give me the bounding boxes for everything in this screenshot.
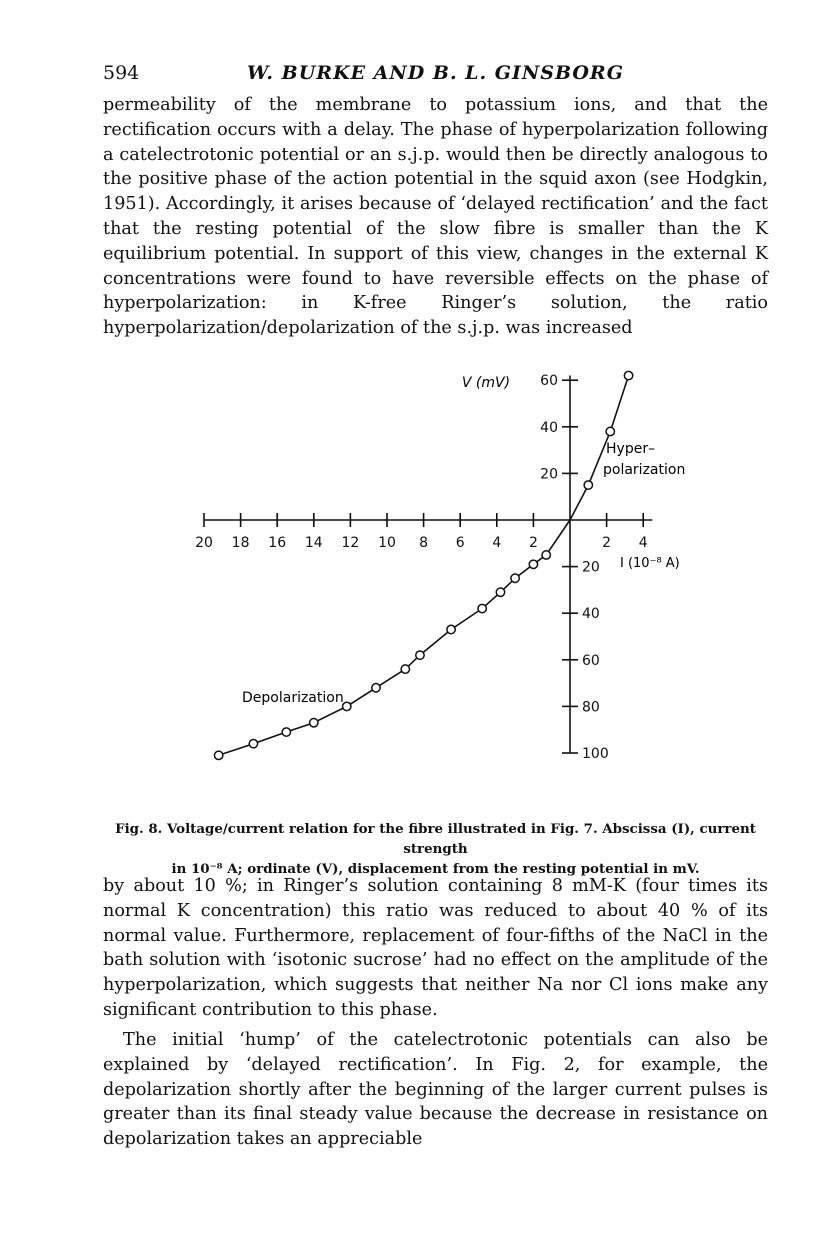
data-point xyxy=(542,551,550,559)
x-tick-label: 20 xyxy=(195,535,213,551)
y-tick-label: 40 xyxy=(582,606,600,623)
y-axis-label: V (mV) xyxy=(461,375,511,391)
x-tick-label: 6 xyxy=(455,535,465,551)
figure-8 xyxy=(100,335,800,815)
y-tick-label: 20 xyxy=(540,466,558,483)
y-tick-label: 60 xyxy=(582,652,600,669)
figure-caption xyxy=(103,819,768,879)
caption-line-1: Fig. 8. Voltage/current relation for the fibre illustrated in Fig. 7. Abscissa (I), current strength xyxy=(115,821,756,857)
data-point xyxy=(343,702,351,710)
data-point xyxy=(496,588,504,596)
data-point xyxy=(584,481,592,489)
x-tick-label: 18 xyxy=(231,535,250,551)
running-head: W. BURKE AND B. L. GINSBORG xyxy=(247,62,624,84)
x-tick-label: 4 xyxy=(638,535,648,551)
data-point xyxy=(606,427,614,435)
body-paragraph-2: by about 10 %; in Ringer’s solution containing 8 mM-K (four times its normal K concentration) this ratio was reduced to about 40 % of its normal value. Furthermore, replacement of four-fifths of the NaCl in the bath solution with ‘isotonic sucrose’ had no effect on the amplitude of the hyperpolarization, which suggests that neither Na nor Cl ions make any significant contribution to this phase. xyxy=(103,876,768,1020)
data-point xyxy=(249,739,257,747)
x-tick-label: 4 xyxy=(492,535,502,551)
y-tick-label: 100 xyxy=(582,746,609,762)
series-curve-depolarization xyxy=(219,520,570,755)
hyperpolarization-label-2: polarization xyxy=(603,462,686,478)
data-point xyxy=(282,728,290,736)
x-tick-label: 14 xyxy=(304,535,323,551)
x-tick-label: 2 xyxy=(528,535,538,551)
hyperpolarization-label-1: Hyper– xyxy=(606,441,656,457)
y-tick-label: 80 xyxy=(582,699,600,716)
x-tick-label: 16 xyxy=(268,535,287,551)
page-number: 594 xyxy=(103,62,140,84)
x-tick-label: 8 xyxy=(419,535,429,551)
depolarization-label: Depolarization xyxy=(242,690,344,706)
data-point xyxy=(310,719,318,727)
body-paragraph-1: permeability of the membrane to potassium ions, and that the rectification occurs with a delay. The phase of hyperpolarization following a catelectrotonic potential or an s.j.p. would then be directly analogous to the positive phase of the action potential in the squid axon (see Hodgkin, 1951). Accordingly, it arises because of ‘delayed rectification’ and the fact that the resting potential of the slow fibre is smaller than the K equilibrium potential. In support of this view, changes in the external K concentrations were found to have reversible effects on the phase of hyperpolarization: in K-free Ringer’s solution, the ratio hyperpolarization/depolarization of the s.j.p. was increased xyxy=(103,95,768,339)
data-point xyxy=(214,751,222,759)
data-point xyxy=(447,625,455,633)
data-point xyxy=(624,371,632,379)
x-tick-label: 10 xyxy=(378,535,396,551)
data-point xyxy=(478,604,486,612)
data-point xyxy=(401,665,409,673)
data-point xyxy=(529,560,537,568)
x-tick-label: 2 xyxy=(602,535,612,551)
data-point xyxy=(416,651,424,659)
body-paragraph-3: The initial ‘hump’ of the catelectrotonic potentials can also be explained by ‘delayed rectification’. In Fig. 2, for example, the depolarization shortly after the beginning of the larger current pulses is greater than its final steady value because the decrease in resistance on depolarization takes an appreciable xyxy=(103,1030,768,1150)
x-tick-label: 12 xyxy=(341,535,360,551)
y-tick-label: 40 xyxy=(540,419,558,436)
x-axis-label: I (10⁻⁸ A) xyxy=(620,556,680,571)
page-header xyxy=(103,62,768,90)
data-point xyxy=(511,574,519,582)
voltage-current-chart xyxy=(100,335,800,815)
caption-line-2: in 10⁻⁸ A; ordinate (V), displacement from the resting potential in mV. xyxy=(171,861,700,877)
data-point xyxy=(372,684,380,692)
y-tick-label: 60 xyxy=(540,373,558,390)
y-tick-label: 20 xyxy=(582,559,600,576)
